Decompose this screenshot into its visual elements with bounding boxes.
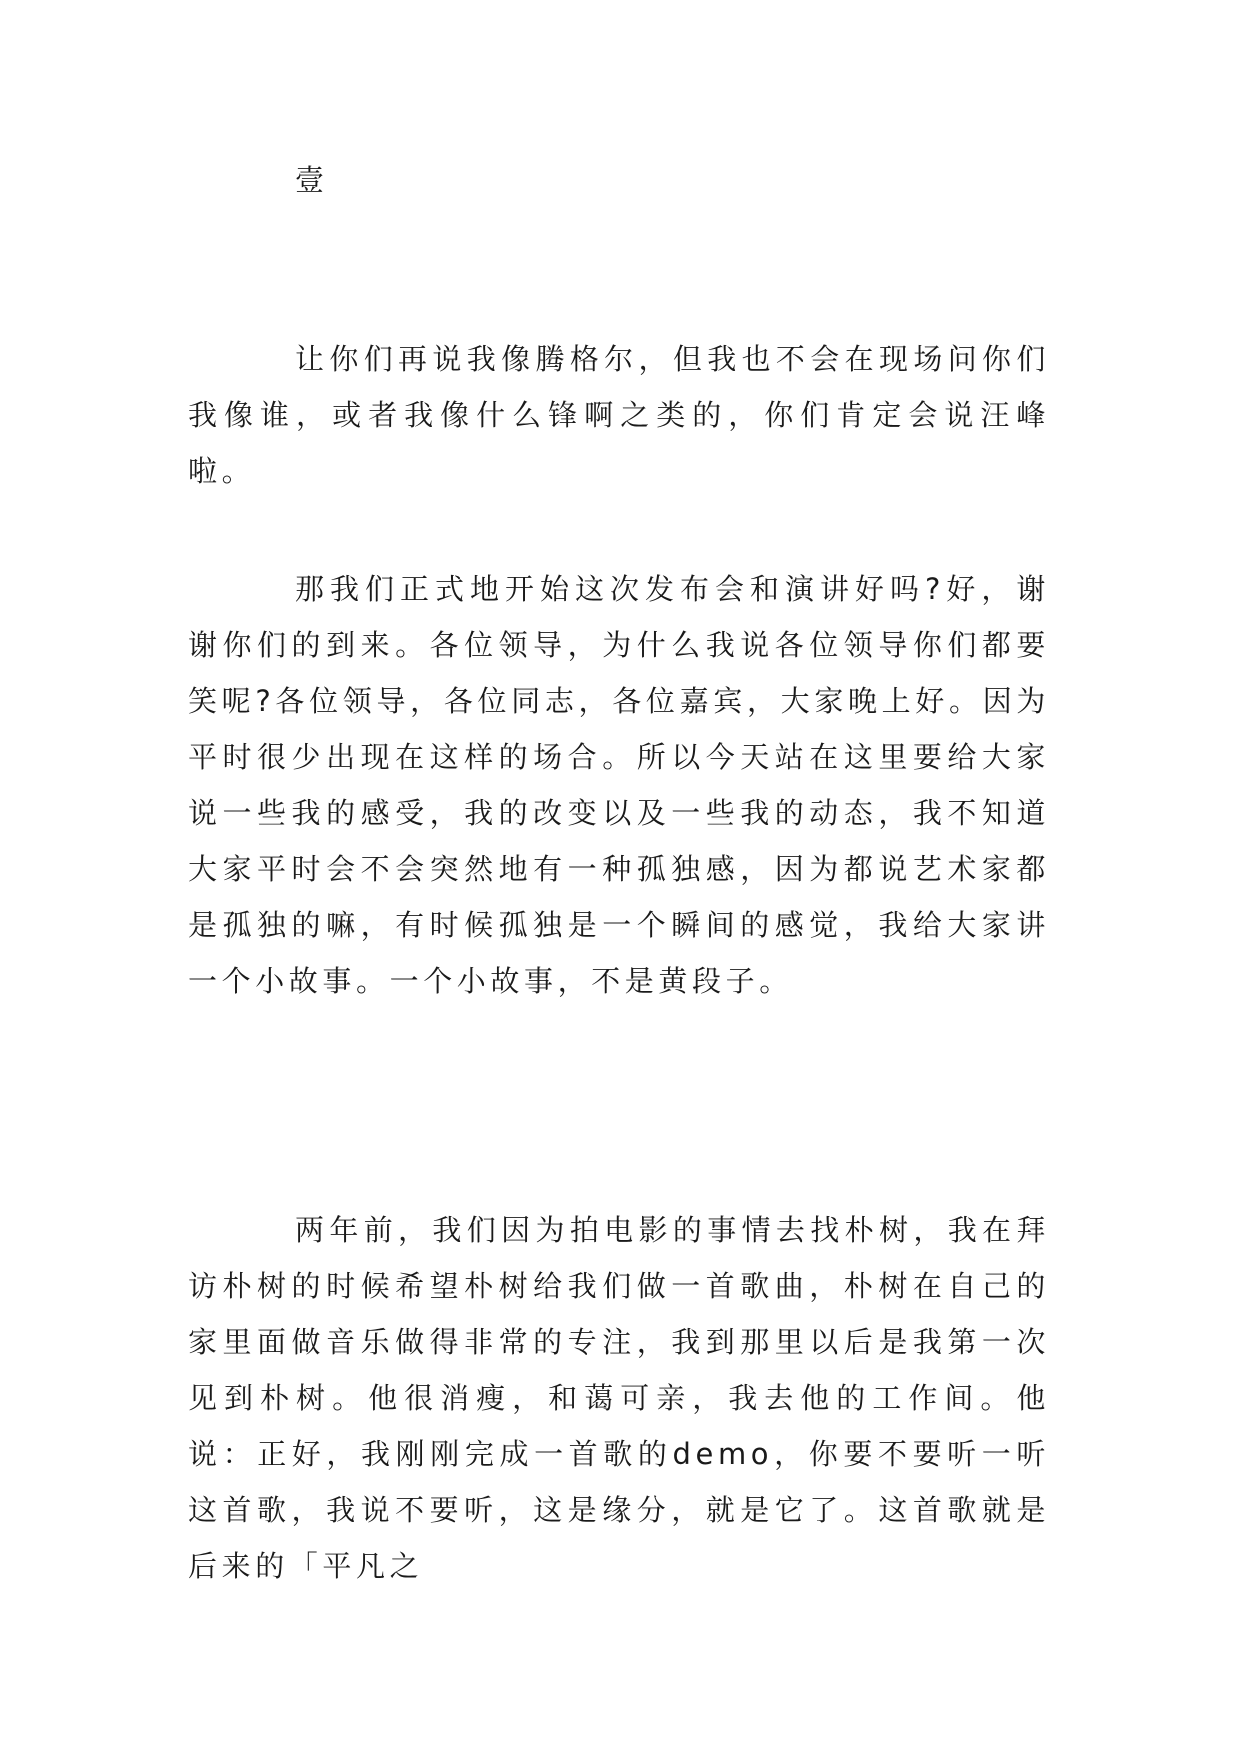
paragraph-2: 那我们正式地开始这次发布会和演讲好吗?好，谢谢你们的到来。各位领导，为什么我说各位领导你们都要笑呢?各位领导，各位同志，各位嘉宾，大家晚上好。因为平时很少出现在这样的场合。所以今天站在这里要给大家说一些我的感受，我的改变以及一些我的动态，我不知道大家平时会不会突然地有一种孤独感，因为都说艺术家都是孤独的嘛，有时候孤独是一个瞬间的感觉，我给大家讲一个小故事。一个小故事，不是黄段子。: [188, 572, 1050, 998]
paragraph-3: 两年前，我们因为拍电影的事情去找朴树，我在拜访朴树的时候希望朴树给我们做一首歌曲，朴树在自己的家里面做音乐做得非常的专注，我到那里以后是我第一次见到朴树。他很消瘦，和蔼可亲，我去他的工作间。他说：正好，我刚刚完成一首歌的demo，你要不要听一听这首歌，我说不要听，这是缘分，就是它了。这首歌就是后来的「平凡之: [188, 1213, 1050, 1583]
section-heading: 壹: [295, 163, 327, 197]
paragraph-1: 让你们再说我像腾格尔，但我也不会在现场问你们我像谁，或者我像什么锋啊之类的，你们肯定会说汪峰啦。: [188, 342, 1050, 488]
